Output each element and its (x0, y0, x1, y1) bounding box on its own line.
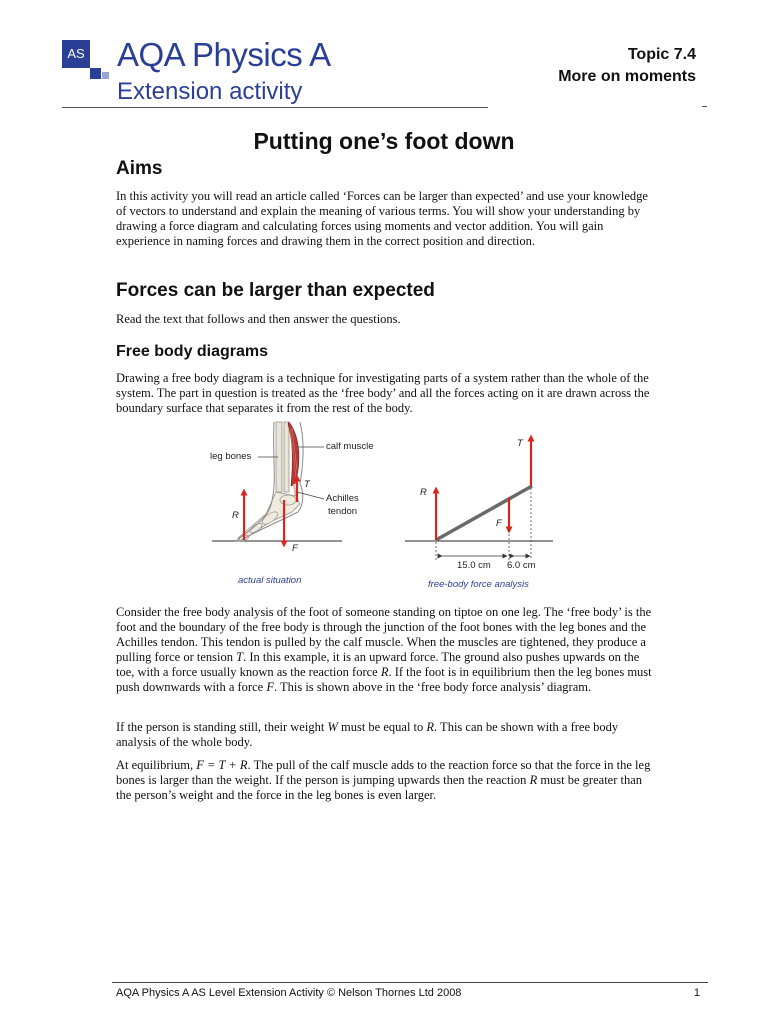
label-6cm: 6.0 cm (507, 560, 536, 571)
logo-square-dark (90, 68, 101, 79)
aims-text: In this activity you will read an article called ‘Forces can be larger than expected’ and use your knowledge of vectors to understand and explain the meaning of various terms. You will show your understanding by drawing a force diagram and calculating forces using moments and vector addition. You will gain experience in naming forces and drawing them in the correct position and direction. (116, 189, 648, 248)
caption-free-body: free-body force analysis (428, 579, 529, 590)
label-F-left: F (292, 543, 298, 554)
label-15cm: 15.0 cm (457, 560, 491, 571)
leader-achilles (297, 492, 324, 499)
label-R-left: R (232, 510, 239, 521)
topic-block (558, 44, 696, 88)
topic-title: More on moments (558, 68, 696, 85)
footer-rule (112, 982, 708, 983)
paragraph-standing-still: If the person is standing still, their weight W must be equal to R. This can be shown with a free body analysis of the whole body. (116, 720, 619, 749)
label-leg-bones: leg bones (210, 451, 252, 462)
label-F-right: F (496, 518, 502, 529)
force-diagram-figure (200, 420, 560, 596)
label-T-left: T (304, 479, 310, 490)
foot-lever-bar (436, 486, 532, 540)
label-tendon: tendon (328, 506, 358, 517)
force-diagram-svg (200, 420, 560, 596)
label-T-right: T (517, 438, 523, 449)
leg-bone-fibula (284, 422, 289, 492)
caption-actual-situation: actual situation (238, 575, 302, 586)
footer-copyright: AQA Physics A AS Level Extension Activity © Nelson Thornes Ltd 2008 (116, 987, 462, 999)
logo-square-light (102, 72, 109, 79)
as-logo-badge: AS (62, 40, 90, 68)
aims-heading: Aims (116, 158, 163, 179)
free-body-text: Drawing a free body diagram is a technique for investigating parts of a system rather than the whole of the system. The part in question is treated as the ‘free body’ and all the forces acting on it are drawn across the boundary surface that separates it from the rest of the body. (116, 371, 650, 415)
forces-intro: Read the text that follows and then answer the questions. (116, 312, 401, 326)
calf-muscle-shape (288, 422, 299, 486)
forces-heading: Forces can be larger than expected (116, 280, 435, 301)
header-rule (62, 107, 488, 108)
brand-title: AQA Physics A (117, 36, 331, 73)
header (62, 36, 702, 108)
label-calf-muscle: calf muscle (326, 441, 374, 452)
topic-number: Topic 7.4 (627, 46, 696, 63)
header-rule-mark (702, 106, 707, 107)
paragraph-equilibrium: At equilibrium, F = T + R. The pull of the calf muscle adds to the reaction force so that the force in the leg bones is larger than the weight. If the person is jumping upwards then the reaction R must be greater than the person’s weight and the force in the leg bones is even larger. (116, 758, 651, 802)
paragraph-free-body-analysis: Consider the free body analysis of the foot of someone standing on tiptoe on one leg. The ‘free body’ is the foot and the boundary of the free body is through the junction of the foot bones with the leg bones and the Achilles tendon. This tendon is pulled by the calf muscle. When the muscles are tightened, they produce a pulling force or tension T. In this example, it is an upward force. The ground also pushes upwards on the toe, with a force usually known as the reaction force R. If the foot is in equilibrium then the leg bones must push downwards with a force F. This is shown above in the ‘free body force analysis’ diagram. (116, 605, 652, 694)
brand-subtitle: Extension activity (117, 78, 303, 105)
free-body-heading: Free body diagrams (116, 343, 269, 360)
footer-page-number: 1 (693, 987, 700, 999)
label-achilles: Achilles (326, 493, 359, 504)
page-title: Putting one’s foot down (253, 128, 515, 154)
label-R-right: R (420, 487, 427, 498)
